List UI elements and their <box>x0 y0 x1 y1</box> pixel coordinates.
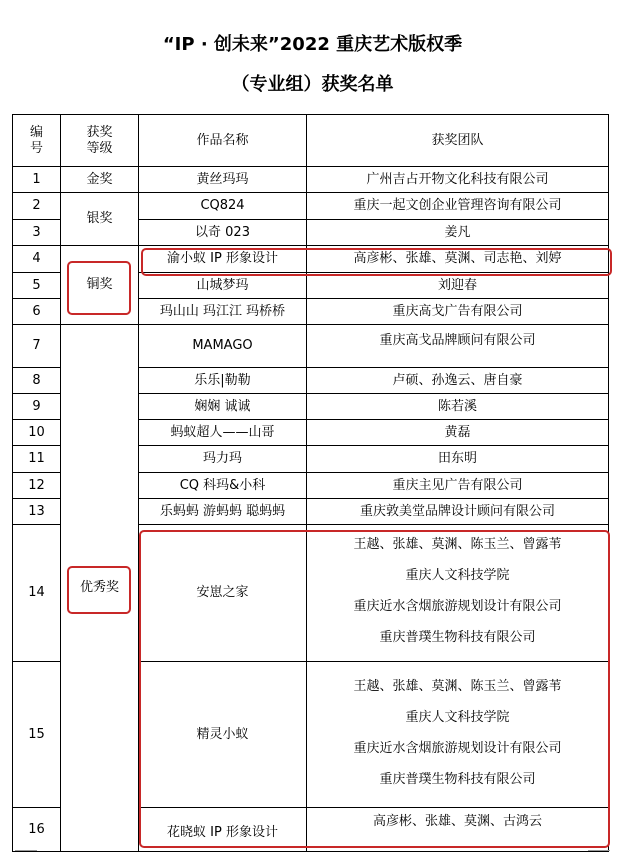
table-row: 3 以奇 023 姜凡 <box>13 220 609 246</box>
table-row: 15 精灵小蚁 王越、张雄、莫渊、陈玉兰、曾露苇 重庆人文科技学院 重庆近水含烟旅游规划设计有限公司 重庆普璞生物科技有限公司 <box>13 662 609 808</box>
table-row: 10 蚂蚁超人——山哥 黄磊 <box>13 420 609 446</box>
table-row: 11 玛力玛 田东明 <box>13 446 609 473</box>
table-row: 14 安崽之家 王越、张雄、莫渊、陈玉兰、曾露苇 重庆人文科技学院 重庆近水含烟旅游规划设计有限公司 重庆普璞生物科技有限公司 <box>13 525 609 662</box>
header-work: 作品名称 <box>139 115 307 167</box>
table-header-row <box>13 115 609 167</box>
table-row: 12 CQ 科玛&小科 重庆主见广告有限公司 <box>13 473 609 499</box>
table-row: 6 玛山山 玛江江 玛桥桥 重庆高戈广告有限公司 <box>13 299 609 325</box>
table-row: 5 山城梦玛 刘迎春 <box>13 273 609 299</box>
document-title: “IP · 创未来”2022 重庆艺术版权季 <box>162 34 463 55</box>
table-row: 4 铜奖 渝小蚁 IP 形象设计 高彦彬、张雄、莫渊、司志艳、刘婷 <box>13 246 609 273</box>
level-silver: 银奖 <box>61 193 139 246</box>
table-row: 9 娴娴 诚诚 陈若溪 <box>13 394 609 420</box>
header-team: 获奖团队 <box>307 115 609 167</box>
award-table <box>12 114 609 852</box>
header-level: 获奖 等级 <box>61 115 139 167</box>
level-bronze: 铜奖 <box>61 246 139 325</box>
document-subtitle: （专业组）获奖名单 <box>231 74 394 95</box>
page-edge-right <box>588 850 610 851</box>
table-row: 7 优秀奖 MAMAGO 重庆高戈品牌顾问有限公司 <box>13 325 609 368</box>
table-row: 13 乐蚂蚂 游蚂蚂 聪蚂蚂 重庆敦美堂品牌设计顾问有限公司 <box>13 499 609 525</box>
team-cell: 王越、张雄、莫渊、陈玉兰、曾露苇 重庆人文科技学院 重庆近水含烟旅游规划设计有限公司 重庆普璞生物科技有限公司 <box>307 662 609 808</box>
level-gold: 金奖 <box>61 167 139 193</box>
table-row: 2 银奖 CQ824 重庆一起文创企业管理咨询有限公司 <box>13 193 609 220</box>
header-no: 编 号 <box>13 115 61 167</box>
page-edge-left <box>15 850 37 851</box>
team-cell: 王越、张雄、莫渊、陈玉兰、曾露苇 重庆人文科技学院 重庆近水含烟旅游规划设计有限公司 重庆普璞生物科技有限公司 <box>307 525 609 662</box>
table-row: 16 花晓蚁 IP 形象设计 高彦彬、张雄、莫渊、古鸿云 <box>13 808 609 852</box>
table-row: 8 乐乐|勒勒 卢硕、孙逸云、唐自豪 <box>13 368 609 394</box>
table-row: 1 金奖 黄丝玛玛 广州吉占开物文化科技有限公司 <box>13 167 609 193</box>
level-excellent: 优秀奖 <box>61 325 139 852</box>
